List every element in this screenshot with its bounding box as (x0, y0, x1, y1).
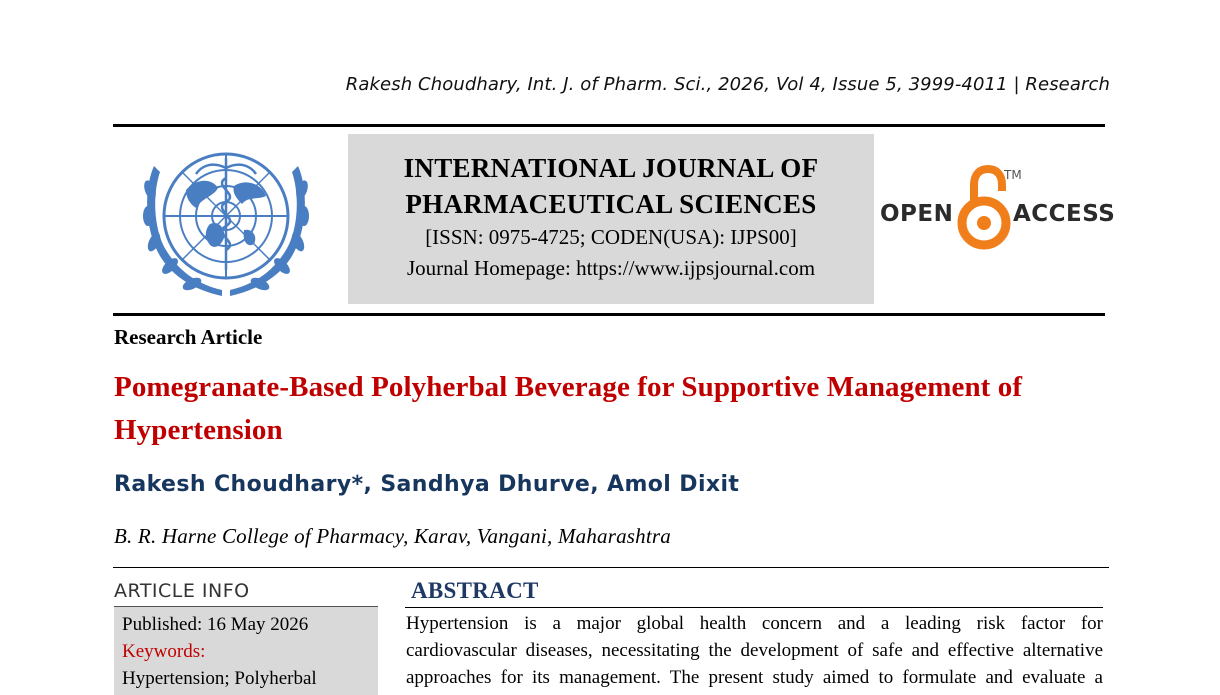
journal-name-line2: PHARMACEUTICAL SCIENCES (405, 189, 817, 219)
article-title-line2: Hypertension (114, 414, 283, 446)
open-access-access-text: ACCESS (1013, 201, 1116, 227)
running-head: Rakesh Choudhary, Int. J. of Pharm. Sci., 2026, Vol 4, Issue 5, 3999-4011 | Research (345, 74, 1110, 95)
header-bottom-rule (113, 313, 1105, 316)
abstract-line: approaches for its management. The present study aimed to formulate and evaluate a (406, 667, 1103, 688)
abstract-body (406, 610, 1103, 691)
article-type: Research Article (114, 325, 263, 349)
article-info-heading: ARTICLE INFO (114, 580, 250, 602)
article-info-box (114, 606, 378, 695)
trademark-mark: TM (1004, 168, 1022, 182)
author-list: Rakesh Choudhary*, Sandhya Dhurve, Amol Dixit (114, 472, 740, 497)
abstract-rule (405, 607, 1103, 608)
journal-name-line1: INTERNATIONAL JOURNAL OF (403, 153, 819, 183)
open-access-logo (880, 165, 1116, 251)
header-top-rule (113, 124, 1105, 127)
keywords-list: Hypertension; Polyherbal (122, 668, 317, 689)
author-affiliation: B. R. Harne College of Pharmacy, Karav, Vangani, Maharashtra (114, 524, 671, 548)
journal-emblem-logo (126, 138, 326, 308)
journal-homepage: Journal Homepage: https://www.ijpsjournal.com (406, 256, 816, 280)
abstract-heading: ABSTRACT (411, 578, 539, 603)
published-date: Published: 16 May 2026 (122, 614, 309, 635)
journal-masthead (348, 134, 874, 304)
journal-name (348, 134, 874, 222)
article-title-line1: Pomegranate-Based Polyherbal Beverage for Supportive Management of (114, 371, 1023, 403)
keywords-label: Keywords: (122, 641, 206, 662)
journal-issn: [ISSN: 0975-4725; CODEN(USA): IJPS00] (425, 225, 797, 249)
open-access-open-text: OPEN (880, 201, 954, 227)
affiliation-rule (113, 567, 1109, 568)
article-title (114, 366, 1114, 452)
abstract-line: Hypertension is a major global health concern and a leading risk factor for (406, 613, 1103, 634)
abstract-line: cardiovascular diseases, necessitating the development of safe and effective alternative (406, 640, 1103, 661)
